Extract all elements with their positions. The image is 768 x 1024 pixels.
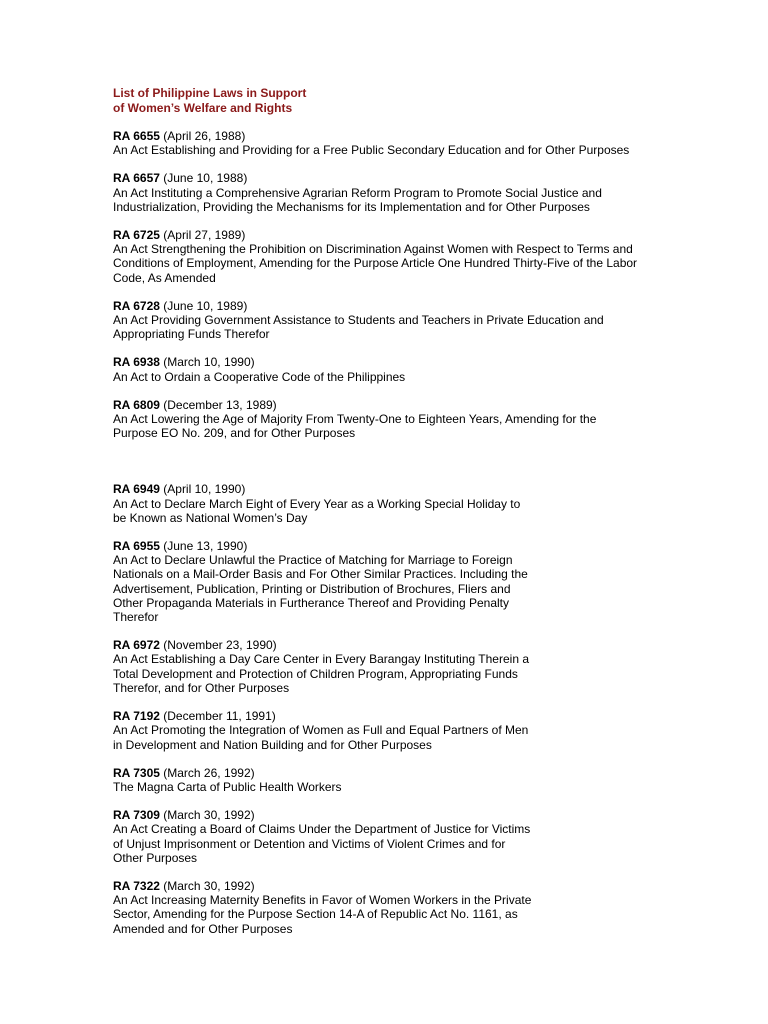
- law-date: (March 30, 1992): [163, 808, 255, 823]
- law-number: RA 6955: [113, 539, 160, 554]
- law-description-line: Appropriating Funds Therefor: [113, 327, 270, 342]
- title-line-2: of Women’s Welfare and Rights: [113, 100, 293, 115]
- law-entry: [113, 539, 553, 624]
- law-list-section-1: [113, 129, 673, 440]
- law-description-line: be Known as National Women’s Day: [113, 510, 308, 525]
- law-number: RA 6655: [113, 129, 160, 143]
- law-entry-header: [113, 709, 553, 723]
- law-entry: [113, 228, 673, 285]
- law-number: RA 6938: [113, 355, 160, 370]
- law-description-line: Total Development and Protection of Children Program, Appropriating Funds: [113, 666, 518, 681]
- law-entry-header: [113, 129, 673, 143]
- law-entry-header: [113, 398, 673, 412]
- law-description-line: Advertisement, Publication, Printing or Distribution of Brochures, Fliers and: [113, 581, 511, 596]
- law-date: (December 11, 1991): [163, 709, 276, 724]
- law-entry-header: [113, 355, 673, 369]
- law-entry: [113, 766, 553, 794]
- law-description-line: An Act Strengthening the Prohibition on Discrimination Against Women with Respect to Terms and: [113, 242, 633, 257]
- law-entry: [113, 879, 553, 936]
- law-description-line: An Act Increasing Maternity Benefits in Favor of Women Workers in the Private: [113, 893, 532, 908]
- law-entry: [113, 482, 553, 525]
- law-description-line: An Act to Declare March Eight of Every Year as a Working Special Holiday to: [113, 496, 521, 511]
- law-description-line: Industrialization, Providing the Mechanisms for its Implementation and for Other Purposes: [113, 199, 590, 214]
- law-number: RA 7192: [113, 709, 160, 724]
- law-date: (June 13, 1990): [163, 539, 248, 554]
- document-page: [113, 86, 673, 950]
- law-date: (April 26, 1988): [163, 129, 246, 143]
- law-number: RA 7305: [113, 765, 160, 780]
- law-date: (April 10, 1990): [163, 482, 246, 497]
- law-number: RA 6657: [113, 171, 160, 186]
- law-description-line: An Act Establishing and Providing for a Free Public Secondary Education and for Other Purposes: [113, 143, 630, 158]
- law-description-line: Sector, Amending for the Purpose Section 14-A of Republic Act No. 1161, as: [113, 907, 518, 922]
- law-date: (June 10, 1988): [163, 171, 248, 186]
- law-description-line: Therefor, and for Other Purposes: [113, 680, 290, 695]
- law-list-section-2: [113, 482, 553, 935]
- law-date: (March 26, 1992): [163, 765, 255, 780]
- law-number: RA 6725: [113, 228, 160, 243]
- law-entry-header: [113, 171, 673, 185]
- law-description-line: An Act Promoting the Integration of Women as Full and Equal Partners of Men: [113, 723, 529, 738]
- law-date: (March 30, 1992): [163, 878, 255, 893]
- law-entry: [113, 299, 673, 342]
- law-description-line: Amended and for Other Purposes: [113, 921, 293, 936]
- section-gap: [113, 454, 673, 482]
- law-description-line: Conditions of Employment, Amending for the Purpose Article One Hundred Thirty-Five of the Labor: [113, 256, 638, 271]
- law-date: (June 10, 1989): [163, 298, 248, 313]
- law-description-line: An Act Providing Government Assistance to Students and Teachers in Private Education and: [113, 313, 604, 328]
- law-description-line: An Act Creating a Board of Claims Under the Department of Justice for Victims: [113, 822, 531, 837]
- law-date: (December 13, 1989): [163, 397, 277, 412]
- law-entry: [113, 129, 673, 157]
- law-number: RA 7322: [113, 878, 160, 893]
- law-date: (November 23, 1990): [163, 638, 277, 653]
- law-description-line: Therefor: [113, 610, 159, 625]
- law-entry-header: [113, 228, 673, 242]
- law-entry-header: [113, 808, 553, 822]
- law-description-line: of Unjust Imprisonment or Detention and Victims of Violent Crimes and for: [113, 836, 506, 851]
- law-entry-header: [113, 539, 553, 553]
- law-entry: [113, 171, 673, 214]
- law-description-line: An Act Establishing a Day Care Center in Every Barangay Instituting Therein a: [113, 652, 529, 667]
- law-number: RA 6728: [113, 298, 160, 313]
- law-description-line: Other Purposes: [113, 850, 198, 865]
- law-number: RA 6809: [113, 397, 160, 412]
- law-number: RA 7309: [113, 808, 160, 823]
- law-description-line: An Act Instituting a Comprehensive Agrarian Reform Program to Promote Social Justice and: [113, 185, 602, 200]
- law-entry: [113, 808, 553, 865]
- law-entry-header: [113, 879, 553, 893]
- document-title: [113, 86, 673, 115]
- law-number: RA 6949: [113, 482, 160, 497]
- law-date: (April 27, 1989): [163, 228, 246, 243]
- law-entry: [113, 638, 553, 695]
- law-entry: [113, 398, 673, 441]
- law-description-line: Other Propaganda Materials in Furtherance Thereof and Providing Penalty: [113, 595, 510, 610]
- law-description-line: An Act to Declare Unlawful the Practice of Matching for Marriage to Foreign: [113, 553, 513, 568]
- law-description-line: Code, As Amended: [113, 270, 216, 285]
- law-description-line: An Act to Ordain a Cooperative Code of the Philippines: [113, 369, 406, 384]
- law-number: RA 6972: [113, 638, 160, 653]
- law-entry-header: [113, 482, 553, 496]
- law-description-line: The Magna Carta of Public Health Workers: [113, 779, 342, 794]
- law-description-line: Nationals on a Mail-Order Basis and For Other Similar Practices. Including the: [113, 567, 528, 582]
- title-line-1: List of Philippine Laws in Support: [113, 86, 307, 100]
- law-entry-header: [113, 299, 673, 313]
- law-date: (March 10, 1990): [163, 355, 255, 370]
- law-entry-header: [113, 638, 553, 652]
- law-entry-header: [113, 766, 553, 780]
- law-entry: [113, 355, 673, 383]
- law-description-line: An Act Lowering the Age of Majority From Twenty-One to Eighteen Years, Amending for the: [113, 412, 597, 427]
- law-entry: [113, 709, 553, 752]
- law-description-line: in Development and Nation Building and for Other Purposes: [113, 737, 432, 752]
- law-description-line: Purpose EO No. 209, and for Other Purposes: [113, 426, 356, 441]
